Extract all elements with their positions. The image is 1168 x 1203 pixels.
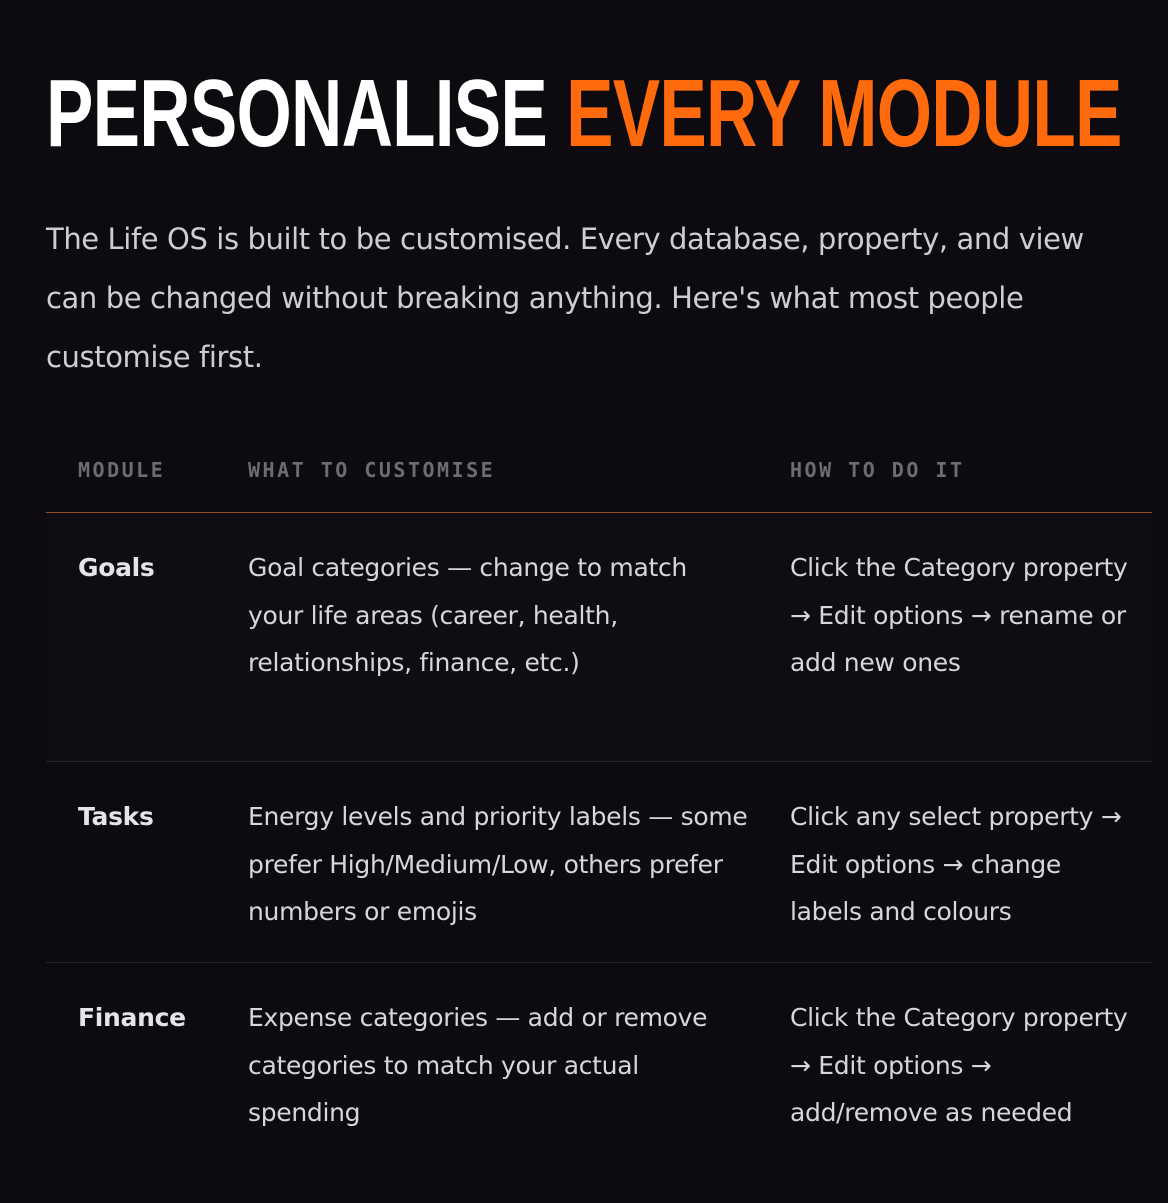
how-to-do-it: Click any select property → Edit options → change labels and colours xyxy=(790,802,1122,926)
column-header-what: WHAT TO CUSTOMISE xyxy=(248,458,496,482)
page-title xyxy=(46,60,1122,167)
what-to-customise: Goal categories — change to match your life areas (career, health, relationships, finance, etc.) xyxy=(248,553,687,677)
module-name: Goals xyxy=(78,553,155,582)
intro-paragraph: The Life OS is built to be customised. Every database, property, and view can be changed without breaking anything. Here's what most people customise first. xyxy=(46,222,1084,374)
how-to-do-it: Click the Category property → Edit options → rename or add new ones xyxy=(790,553,1128,677)
module-name: Finance xyxy=(78,1003,186,1032)
customisation-table xyxy=(46,432,1152,1203)
what-to-customise: Energy levels and priority labels — some prefer High/Medium/Low, others prefer numbers or emojis xyxy=(248,802,748,926)
title-word-accent: EVERY MODULE xyxy=(566,60,1122,167)
table-header xyxy=(46,432,1152,513)
table-row xyxy=(46,963,1152,1203)
table-row xyxy=(46,513,1152,762)
title-word-primary: PERSONALISE xyxy=(46,60,548,167)
column-header-module: MODULE xyxy=(78,458,166,482)
what-to-customise: Expense categories — add or remove categories to match your actual spending xyxy=(248,1003,708,1127)
table-row xyxy=(46,762,1152,963)
how-to-do-it: Click the Category property → Edit options → add/remove as needed xyxy=(790,1003,1128,1127)
module-name: Tasks xyxy=(78,802,154,831)
column-header-how: HOW TO DO IT xyxy=(790,458,965,482)
